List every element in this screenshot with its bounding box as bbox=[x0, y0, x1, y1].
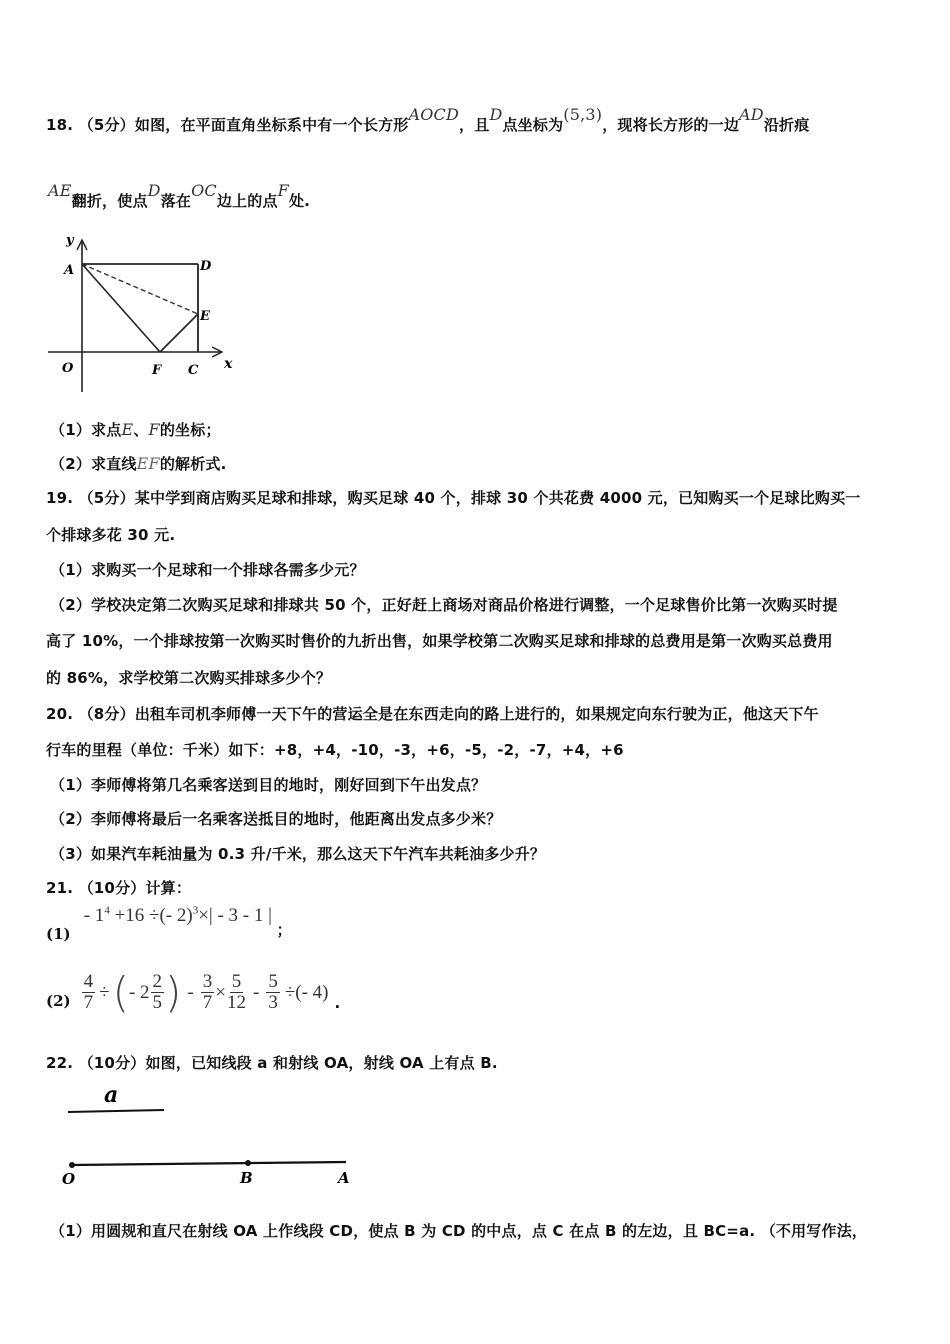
numerator: 5 bbox=[231, 971, 242, 993]
q22-sub-1: （1）用圆规和直尺在射线 OA 上作线段 CD，使点 B 为 CD 的中点，点 C 在点 B 的左边，且 BC=a. （不用写作法， bbox=[50, 1222, 868, 1240]
q19-line-1: 19. （5分）某中学到商店购买足球和排球，购买足球 40 个，排球 30 个共花费 4000 元，已知购买一个足球比购买一 bbox=[46, 489, 861, 507]
part-label: (2) bbox=[46, 991, 71, 1010]
exponent: 3 bbox=[192, 905, 199, 917]
text: 的坐标； bbox=[159, 421, 221, 439]
math-f: F bbox=[148, 420, 160, 439]
q19-sub-2-line-1: （2）学校决定第二次购买足球和排球共 50 个，正好赶上商场对商品价格进行调整，一个足球售价比第一次购买时提 bbox=[50, 596, 838, 614]
text: 点坐标为 bbox=[502, 116, 564, 134]
point-o bbox=[69, 1162, 75, 1168]
question-number: 18. bbox=[46, 116, 74, 134]
ray-oa bbox=[72, 1162, 346, 1165]
math-coord: (5,3) bbox=[563, 105, 603, 124]
operator: - bbox=[187, 981, 194, 1003]
text: 翻折，使点 bbox=[71, 192, 148, 210]
operator: - bbox=[252, 981, 260, 1003]
term: - 1 bbox=[83, 905, 105, 927]
q18-sub-1 bbox=[50, 419, 221, 440]
segment-fe bbox=[160, 314, 198, 352]
text: ，现将长方形的一边 bbox=[602, 116, 740, 134]
text: （2）求直线 bbox=[50, 455, 137, 473]
label-o: O bbox=[62, 361, 74, 376]
math-d: D bbox=[147, 181, 161, 200]
q19-line-2: 个排球多花 30 元. bbox=[46, 526, 176, 544]
punctuation: . bbox=[334, 993, 341, 1012]
text: 处. bbox=[288, 192, 311, 210]
term: ×| - 3 - 1 | bbox=[198, 905, 272, 927]
q21-part-2 bbox=[46, 968, 340, 1017]
label-y: y bbox=[66, 233, 74, 248]
q18-line-2 bbox=[48, 181, 311, 211]
segment-a bbox=[68, 1110, 164, 1112]
math-oc: OC bbox=[191, 181, 217, 200]
denominator: 3 bbox=[268, 992, 278, 1013]
fraction bbox=[82, 972, 96, 1013]
q21-part-1 bbox=[46, 905, 292, 944]
term: - 2 bbox=[128, 981, 150, 1003]
expression-2 bbox=[81, 968, 329, 1017]
numerator: 2 bbox=[152, 971, 163, 993]
label-f: F bbox=[152, 363, 162, 378]
label-a: a bbox=[104, 1082, 119, 1108]
fraction bbox=[151, 972, 165, 1013]
q19-sub-2-line-2: 高了 10%，一个排球按第一次购买时售价的九折出售，如果学校第二次购买足球和排球的总费用是第一次购买总费用 bbox=[46, 632, 833, 650]
text: 、 bbox=[133, 421, 149, 439]
math-ae: AE bbox=[48, 181, 72, 200]
math-ef: EF bbox=[136, 454, 160, 473]
label-e: E bbox=[200, 309, 210, 324]
q18-line-1 bbox=[46, 105, 810, 135]
math-ad: AD bbox=[739, 105, 764, 124]
label-x: x bbox=[224, 356, 233, 372]
label-c: C bbox=[188, 363, 199, 378]
part-label: (1) bbox=[46, 925, 71, 944]
q21-line-1: 21. （10分）计算： bbox=[46, 879, 192, 897]
label-b: B bbox=[240, 1169, 253, 1187]
denominator: 12 bbox=[226, 992, 246, 1013]
text: 如图，在平面直角坐标系中有一个长方形 bbox=[134, 116, 409, 134]
q19-sub-1: （1）求购买一个足球和一个排球各需多少元？ bbox=[50, 561, 365, 579]
denominator: 7 bbox=[83, 992, 94, 1013]
q20-sub-1: （1）李师傅将第几名乘客送到目的地时，刚好回到下午出发点？ bbox=[50, 776, 487, 794]
label-a-point: A bbox=[338, 1169, 350, 1187]
term: ÷(- 4) bbox=[284, 981, 329, 1003]
q20-line-2: 行车的里程（单位：千米）如下：+8，+4，-10，-3，+6，-5，-2，-7，+4，+6 bbox=[46, 741, 624, 759]
q18-sub-2 bbox=[50, 453, 227, 474]
segment-af bbox=[82, 264, 160, 352]
point-b bbox=[245, 1160, 251, 1166]
math-f: F bbox=[277, 181, 289, 200]
text: （1）求点 bbox=[50, 421, 122, 439]
denominator: 5 bbox=[152, 992, 163, 1013]
fold-line-ae bbox=[82, 264, 198, 314]
exponent: 4 bbox=[104, 905, 110, 917]
right-paren: ) bbox=[165, 968, 182, 1017]
q20-sub-3: （3）如果汽车耗油量为 0.3 升/千米，那么这天下午汽车共耗油多少升？ bbox=[50, 845, 546, 863]
fraction bbox=[201, 972, 215, 1013]
label-a: A bbox=[64, 263, 75, 278]
q19-sub-2-line-3: 的 86%，求学校第二次购买排球多少个？ bbox=[46, 669, 332, 687]
label-o: O bbox=[62, 1170, 76, 1188]
text: ，且 bbox=[459, 116, 490, 134]
denominator: 7 bbox=[202, 992, 213, 1013]
q22-figure bbox=[56, 1080, 376, 1190]
numerator: 3 bbox=[202, 971, 213, 993]
left-paren: ( bbox=[112, 968, 129, 1017]
fraction bbox=[266, 972, 280, 1013]
label-d: D bbox=[200, 259, 212, 274]
q22-line-1: 22. （10分）如图，已知线段 a 和射线 OA，射线 OA 上有点 B. bbox=[46, 1054, 498, 1072]
q20-sub-2: （2）李师傅将最后一名乘客送抵目的地时，他距离出发点多少米？ bbox=[50, 810, 502, 828]
operator: ÷ bbox=[99, 981, 110, 1003]
numerator: 4 bbox=[83, 971, 94, 993]
question-score: （5分） bbox=[78, 116, 135, 134]
text: 边上的点 bbox=[216, 192, 278, 210]
math-e: E bbox=[121, 420, 134, 439]
math-aocd: AOCD bbox=[408, 105, 460, 124]
q18-coordinate-figure bbox=[44, 228, 244, 398]
operator: × bbox=[215, 981, 226, 1003]
term: +16 ÷(- 2) bbox=[109, 905, 193, 927]
text: 沿折痕 bbox=[763, 116, 810, 134]
punctuation: ； bbox=[276, 921, 292, 940]
text: 的解析式. bbox=[159, 455, 227, 473]
fraction bbox=[227, 972, 246, 1013]
numerator: 5 bbox=[268, 971, 278, 993]
math-d: D bbox=[489, 105, 503, 124]
q20-line-1: 20. （8分）出租车司机李师傅一天下午的营运全是在东西走向的路上进行的，如果规定向东行驶为正，他这天下午 bbox=[46, 705, 819, 723]
expression-1 bbox=[84, 905, 277, 926]
text: 落在 bbox=[160, 192, 192, 210]
